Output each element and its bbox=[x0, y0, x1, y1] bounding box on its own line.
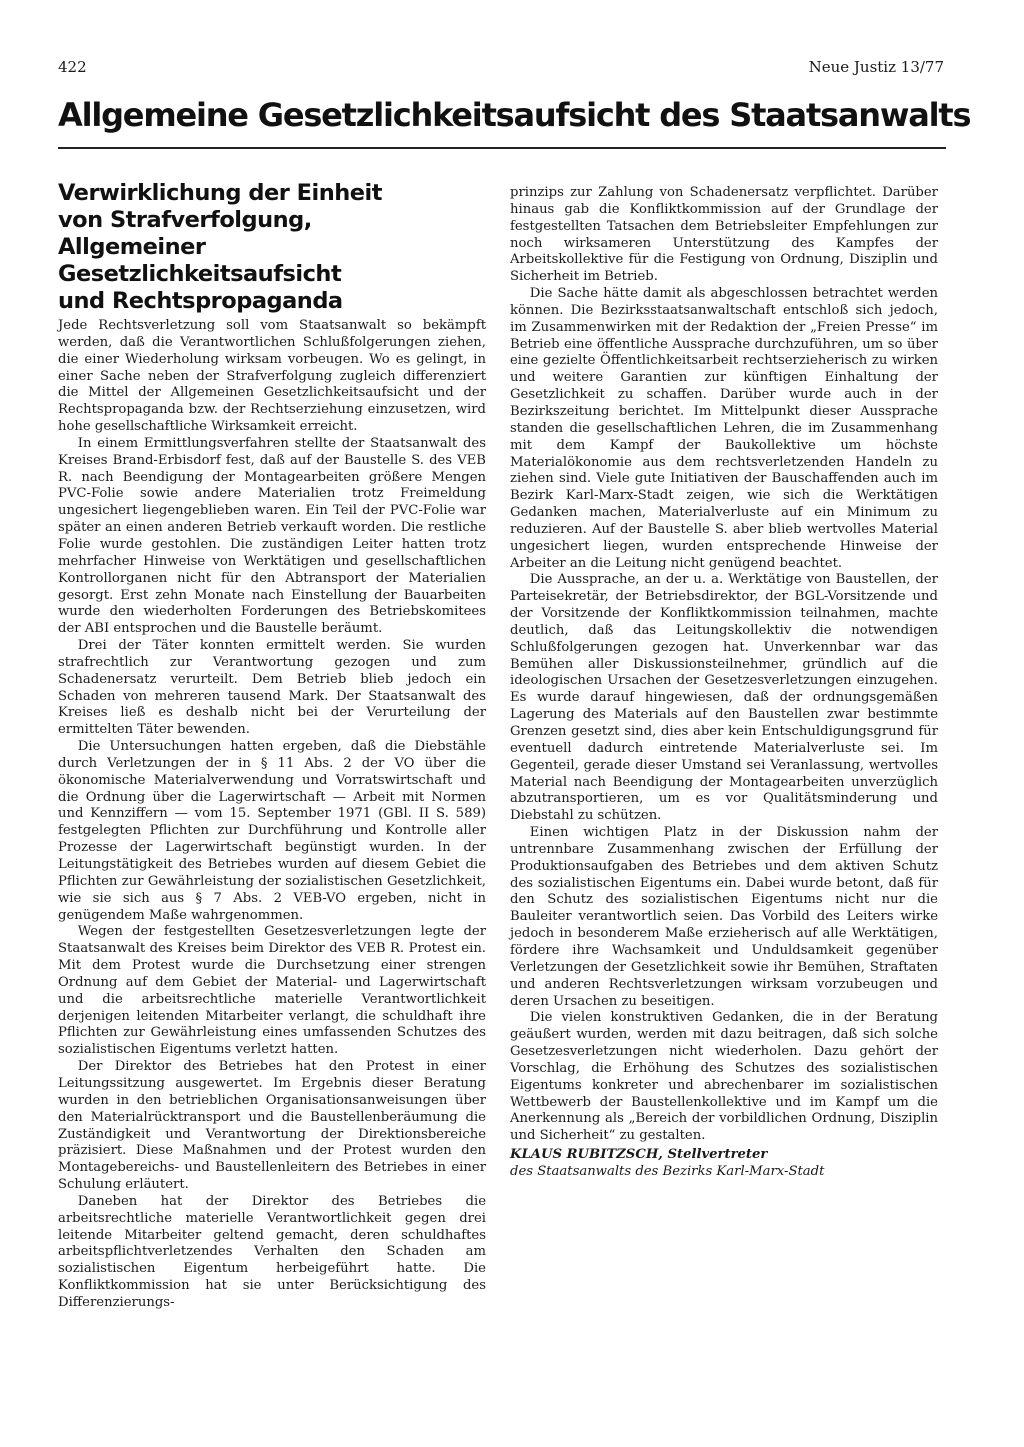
paragraph: prinzips zur Zahlung von Schadenersatz verpflichtet. Darüber hinaus gab die Konfliktkommission auf der Grundlage der festgestellten Tatsachen dem Betriebsleiter Empfehlungen zur noch wirksameren Unterstützung des Kampfes der Arbeitskollektive für die Festigung von Ordnung, Disziplin und Sicherheit im Betrieb. bbox=[510, 185, 938, 285]
article-title bbox=[58, 180, 478, 315]
paragraph: Einen wichtigen Platz in der Diskussion nahm der untrennbare Zusammenhang zwischen der Erfüllung der Produktionsaufgaben des Betriebes und dem aktiven Schutz des sozialistischen Eigentums ein. Dabei wurde betont, daß für den Schutz des sozialistischen Eigentums nicht nur die Bauleiter verantwortlich seien. Das Vorbild des Leiters wirke jedoch in besonderem Maße erzieherisch auf alle Werktätigen, fördere ihre Wachsamkeit und Unduldsamkeit gegenüber Verletzungen der Gesetzlichkeit sowie ihr Bemühen, Straftaten und anderen Rechtsverletzungen wirksam vorzubeugen und deren Ursachen zu beseitigen. bbox=[510, 825, 938, 1009]
paragraph: Daneben hat der Direktor des Betriebes die arbeitsrechtliche materielle Verantwortlichkeit gegen drei leitende Mitarbeiter geltend gemacht, deren schuldhaftes arbeitspflichtverletzendes Verhalten den Schaden am sozialistischen Eigentum herbeigeführt hatte. Die Konfliktkommission hat sie unter Berücksichtigung des Differenzierungs- bbox=[58, 1193, 486, 1310]
author-position: des Staatsanwalts des Bezirks Karl-Marx-Stadt bbox=[510, 1163, 825, 1179]
paragraph: Die Aussprache, an der u. a. Werktätige von Baustellen, der Parteisekretär, der Betriebsdirektor, der BGL-Vorsitzende und der Vorsitzende der Konfliktkommission teilnahmen, machte deutlich, daß das Leitungskollektiv die notwendigen Schlußfolgerungen gezogen hat. Unverkennbar war das Bemühen aller Diskussionsteilnehmer, gründlich auf die ideologischen Ursachen der Gesetzesverletzungen einzugehen. Es wurde darauf hingewiesen, daß der ordnungsgemäßen Lagerung des Materials auf den Baustellen zwar bestimmte Grenzen gesetzt sind, dies aber kein Entschuldigungsgrund für eventuell dadurch eintretende Materialverluste sei. Im Gegenteil, gerade dieser Umstand sei Veranlassung, wertvolles Material nach Beendigung der Montagearbeiten unverzüglich abzutransportieren, um es vor Qualitätsminderung und Diebstahl zu schützen. bbox=[510, 572, 938, 824]
paragraph: Drei der Täter konnten ermittelt werden. Sie wurden strafrechtlich zur Verantwortung gezogen und zum Schadenersatz verurteilt. Dem Betrieb blieb jedoch ein Schaden von mehreren tausend Mark. Der Staatsanwalt des Kreises ließ es deshalb nicht bei der Verurteilung der ermittelten Täter bewenden. bbox=[58, 638, 486, 738]
article-title-line: Allgemeiner Gesetzlichkeitsaufsicht bbox=[58, 234, 342, 287]
left-column bbox=[58, 318, 486, 1312]
paragraph: Die Sache hätte damit als abgeschlossen betrachtet werden können. Die Bezirksstaatsanwaltschaft entschloß sich jedoch, im Zusammenwirken mit der Redaktion der „Freien Presse“ im Betrieb eine öffentliche Aussprache durchzuführen, um so über eine gezielte Öffentlichkeitsarbeit rechtserzieherisch zu wirken und weitere Garantien zur künftigen Einhaltung der Gesetzlichkeit zu schaffen. Darüber wurde auch in der Bezirkszeitung berichtet. Im Mittelpunkt dieser Aussprache standen die gesellschaftlichen Lehren, die im Zusammenhang mit dem Kampf der Baukollektive um höchste Materialökonomie aus dem rechtsverletzenden Handeln zu ziehen sind. Viele gute Initiativen der Bauschaffenden auch im Bezirk Karl-Marx-Stadt zeigen, wie sich die Werktätigen Gedanken machen, Materialverluste auf ein Minimum zu reduzieren. Auf der Baustelle S. aber blieb wertvolles Material ungesichert liegen, wurden entsprechende Hinweise der Arbeiter an die Leitung nicht genügend beachtet. bbox=[510, 286, 938, 571]
article-title-line: Verwirklichung der Einheit bbox=[58, 180, 382, 206]
paragraph: In einem Ermittlungsverfahren stellte der Staatsanwalt des Kreises Brand-Erbisdorf fest, daß auf der Baustelle S. des VEB R. nach Beendigung der Montagearbeiten größere Mengen PVC-Folie sowie andere Materialien trotz Freimeldung ungesichert liegengeblieben waren. Ein Teil der PVC-Folie war später an einen anderen Betrieb verkauft worden. Die restliche Folie wurde gestohlen. Die zuständigen Leiter hatten trotz mehrfacher Hinweise von Werktätigen und gesellschaftlichen Kontrollorganen nicht für den Abtransport der Materialien gesorgt. Erst zehn Monate nach Einstellung der Bauarbeiten wurde den wiederholten Forderungen des Betriebskomitees der ABI entsprochen und die Baustelle beräumt. bbox=[58, 435, 486, 637]
article-title-line: von Strafverfolgung, bbox=[58, 207, 312, 233]
author-signature bbox=[510, 1147, 938, 1181]
journal-reference: Neue Justiz 13/77 bbox=[808, 58, 944, 76]
title-rule bbox=[58, 147, 946, 149]
right-column bbox=[510, 185, 938, 1181]
paragraph: Jede Rechtsverletzung soll vom Staatsanwalt so bekämpft werden, daß die Verantwortlichen Schlußfolgerungen ziehen, die einer Wiederholung wirksam vorbeugen. Wo es gelingt, in einer Sache neben der Strafverfolgung zugleich differenziert die Mittel der Allgemeinen Gesetzlichkeitsaufsicht und der Rechtspropaganda bzw. der Rechtserziehung einzusetzen, wird hohe gesellschaftliche Wirksamkeit erreicht. bbox=[58, 318, 486, 435]
paragraph: Die vielen konstruktiven Gedanken, die in der Beratung geäußert wurden, werden mit dazu beitragen, daß sich solche Gesetzesverletzungen nicht wiederholen. Dazu gehört der Vorschlag, die Erhöhung des Schutzes des sozialistischen Eigentums konkreter und abrechenbarer im sozialistischen Wettbewerb der Baustellenkollektive und im Kampf um die Anerkennung als „Bereich der vorbildlichen Ordnung, Disziplin und Sicherheit“ zu gestalten. bbox=[510, 1010, 938, 1144]
paragraph: Die Untersuchungen hatten ergeben, daß die Diebstähle durch Verletzungen der in § 11 Abs. 2 der VO über die ökonomische Materialverwendung und Vorratswirtschaft und die Ordnung über die Lagerwirtschaft — Arbeit mit Normen und Kennziffern — vom 15. September 1971 (GBl. II S. 589) festgelegten Pflichten zur Durchführung und Kontrolle aller Prozesse der Lagerwirtschaft begünstigt wurden. In der Leitungstätigkeit des Betriebes wurden auf diesem Gebiet die Pflichten zur Gewährleistung der sozialistischen Gesetzlichkeit, wie sie sich aus § 7 Abs. 2 VEB-VO ergeben, nicht in genügendem Maße wahrgenommen. bbox=[58, 739, 486, 923]
author-name: KLAUS RUBITZSCH, Stellvertreter bbox=[510, 1147, 768, 1163]
page-number: 422 bbox=[58, 58, 87, 76]
paragraph: Der Direktor des Betriebes hat den Protest in einer Leitungssitzung ausgewertet. Im Ergebnis dieser Beratung wurden in den betrieblichen Organisationsanweisungen über den Materialrücktransport und die Baustellenberäumung die Zuständigkeit und Verantwortung der Direktionsbereiche präzisiert. Diese Maßnahmen und der Protest wurden den Montagebereichs- und Baustellenleitern des Betriebes in einer Schulung erläutert. bbox=[58, 1059, 486, 1193]
paragraph: Wegen der festgestellten Gesetzesverletzungen legte der Staatsanwalt des Kreises beim Direktor des VEB R. Protest ein. Mit dem Protest wurde die Durchsetzung einer strengen Ordnung auf dem Gebiet der Material- und Lagerwirtschaft und die arbeitsrechtliche materielle Verantwortlichkeit derjenigen leitenden Mitarbeiter verlangt, die schuldhaft ihre Pflichten zur Gewährleistung eines umfassenden Schutzes des sozialistischen Eigentums verletzt hatten. bbox=[58, 924, 486, 1058]
article-title-line: und Rechtspropaganda bbox=[58, 288, 343, 314]
section-title: Allgemeine Gesetzlichkeitsaufsicht des Staatsanwalts bbox=[58, 96, 971, 134]
